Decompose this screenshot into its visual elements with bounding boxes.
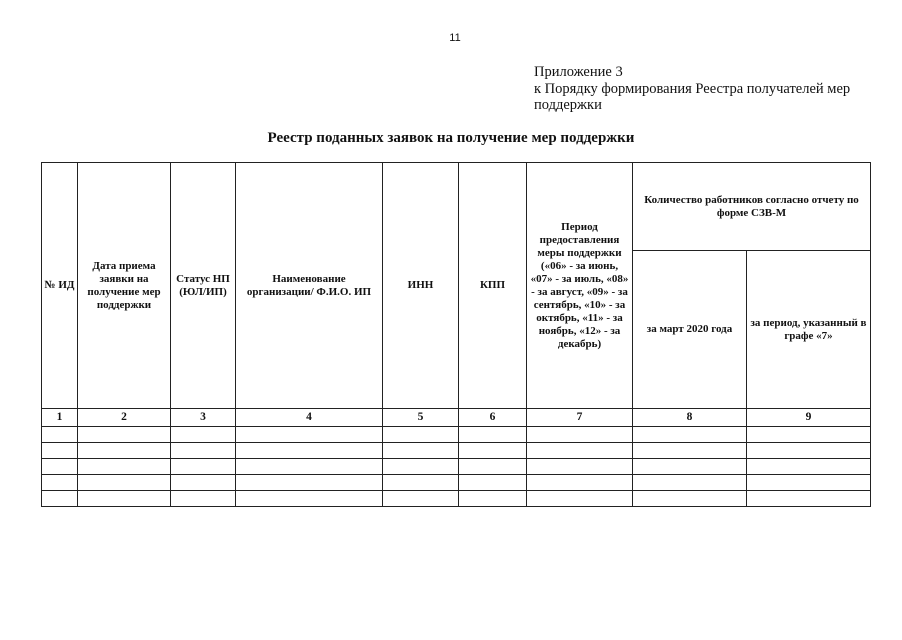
table-cell bbox=[747, 459, 871, 475]
table-cell bbox=[236, 427, 383, 443]
table-cell bbox=[527, 459, 633, 475]
header-march-2020: за март 2020 года bbox=[633, 251, 747, 409]
table-cell bbox=[527, 427, 633, 443]
column-number-row bbox=[42, 409, 871, 427]
header-date: Дата приема заявки на получение мер поддержки bbox=[78, 163, 171, 409]
table-cell bbox=[383, 491, 459, 507]
table-cell bbox=[171, 491, 236, 507]
header-id: № ИД bbox=[42, 163, 78, 409]
column-number: 4 bbox=[236, 409, 383, 427]
appendix-line-3: поддержки bbox=[534, 97, 602, 113]
table-cell bbox=[459, 459, 527, 475]
table-cell bbox=[78, 459, 171, 475]
table-cell bbox=[42, 491, 78, 507]
table-cell bbox=[42, 475, 78, 491]
header-period: Период предоставления меры поддержки («06» - за июнь, «07» - за июль, «08» - за август, «09» - за сентябрь, «10» - за октябрь, «11» - за ноябрь, «12» - за декабрь) bbox=[527, 163, 633, 409]
header-inn: ИНН bbox=[383, 163, 459, 409]
table-cell bbox=[747, 443, 871, 459]
table-row bbox=[42, 491, 871, 507]
table-cell bbox=[459, 475, 527, 491]
page-number: 11 bbox=[449, 32, 461, 44]
column-number: 3 bbox=[171, 409, 236, 427]
column-number: 2 bbox=[78, 409, 171, 427]
table-cell bbox=[78, 491, 171, 507]
table-cell bbox=[633, 491, 747, 507]
column-number: 8 bbox=[633, 409, 747, 427]
table-cell bbox=[171, 443, 236, 459]
table-row bbox=[42, 475, 871, 491]
header-row-top bbox=[42, 163, 871, 251]
table-cell bbox=[633, 427, 747, 443]
table-cell bbox=[633, 443, 747, 459]
table-cell bbox=[236, 491, 383, 507]
table-cell bbox=[383, 427, 459, 443]
appendix-line-2: к Порядку формирования Реестра получателей мер bbox=[534, 80, 851, 97]
column-number: 1 bbox=[42, 409, 78, 427]
table-cell bbox=[527, 443, 633, 459]
table-cell bbox=[236, 443, 383, 459]
table-cell bbox=[527, 491, 633, 507]
header-org-name: Наименование организации/ Ф.И.О. ИП bbox=[236, 163, 383, 409]
table-cell bbox=[171, 475, 236, 491]
table-cell bbox=[42, 459, 78, 475]
table-cell bbox=[633, 459, 747, 475]
table-cell bbox=[459, 427, 527, 443]
table-cell bbox=[747, 427, 871, 443]
document-title: Реестр поданных заявок на получение мер поддержки bbox=[267, 130, 635, 146]
table-row bbox=[42, 427, 871, 443]
table-cell bbox=[527, 475, 633, 491]
table-cell bbox=[78, 443, 171, 459]
table-cell bbox=[383, 443, 459, 459]
table-cell bbox=[78, 427, 171, 443]
table-cell bbox=[42, 443, 78, 459]
registry-table bbox=[41, 162, 871, 507]
table-cell bbox=[171, 427, 236, 443]
table-cell bbox=[747, 491, 871, 507]
table-cell bbox=[236, 459, 383, 475]
table-cell bbox=[42, 427, 78, 443]
table-cell bbox=[459, 443, 527, 459]
table-cell bbox=[459, 491, 527, 507]
table-row bbox=[42, 443, 871, 459]
table-cell bbox=[633, 475, 747, 491]
table-cell bbox=[383, 475, 459, 491]
table-cell bbox=[78, 475, 171, 491]
column-number: 7 bbox=[527, 409, 633, 427]
table-cell bbox=[236, 475, 383, 491]
appendix-line-1: Приложение 3 bbox=[534, 64, 623, 80]
header-period-col7: за период, указанный в графе «7» bbox=[747, 251, 871, 409]
header-employee-count: Количество работников согласно отчету по форме СЗВ-М bbox=[633, 163, 871, 251]
column-number: 9 bbox=[747, 409, 871, 427]
table-cell bbox=[171, 459, 236, 475]
column-number: 5 bbox=[383, 409, 459, 427]
table-cell bbox=[747, 475, 871, 491]
header-kpp: КПП bbox=[459, 163, 527, 409]
column-number: 6 bbox=[459, 409, 527, 427]
header-status: Статус НП (ЮЛ/ИП) bbox=[171, 163, 236, 409]
table-row bbox=[42, 459, 871, 475]
table-cell bbox=[383, 459, 459, 475]
appendix-header bbox=[534, 64, 874, 114]
